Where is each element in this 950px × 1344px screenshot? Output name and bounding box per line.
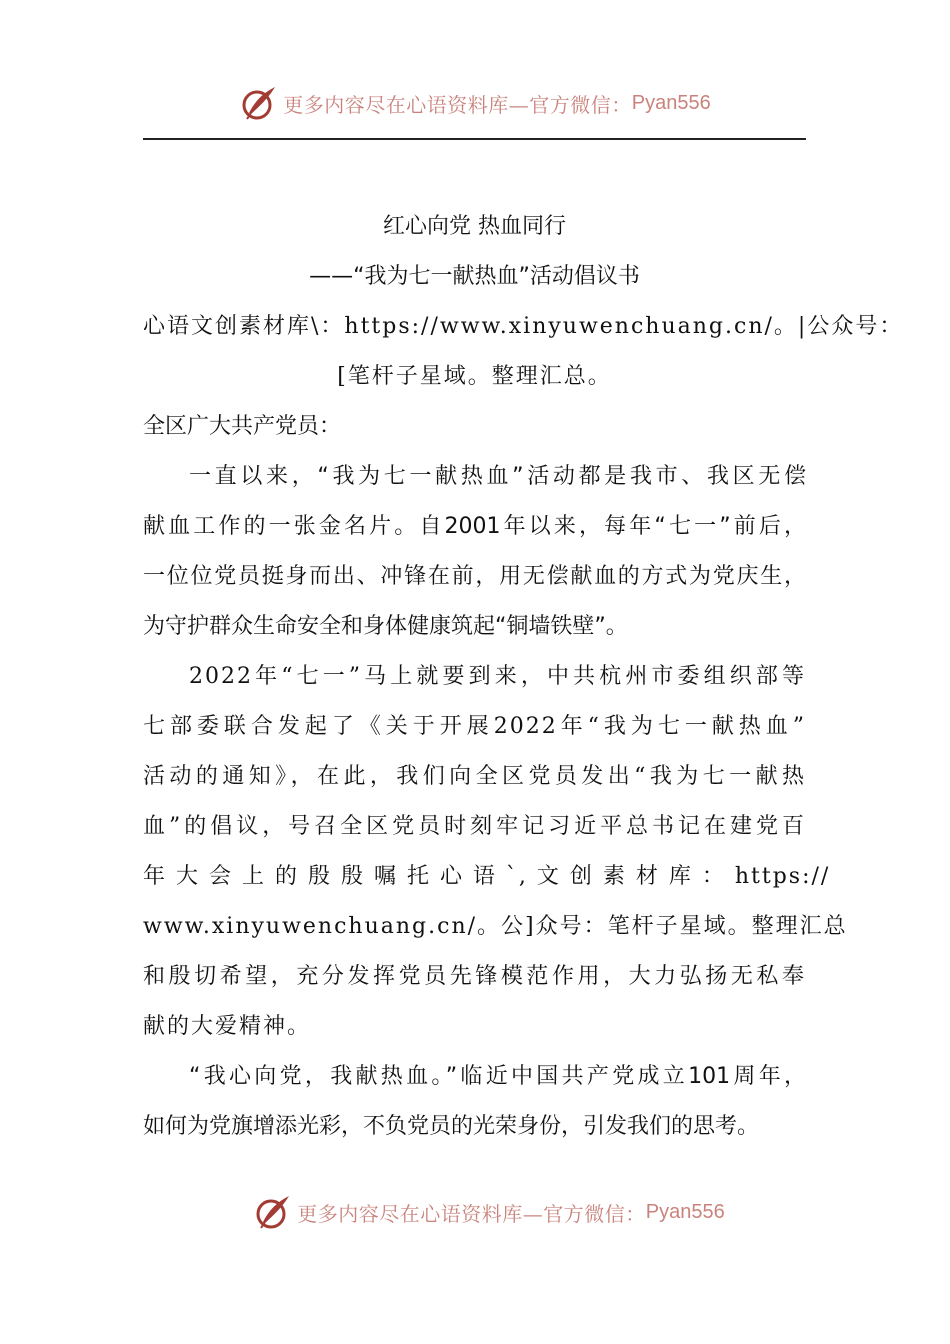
paragraph-1: [143, 452, 806, 652]
watermark-wechat-id: Pyan556: [645, 1200, 725, 1223]
paragraph-line: 如何为党旗增添光彩，不负党员的光荣身份，引发我们的思考。: [143, 1114, 760, 1139]
paragraph-line: 献血工作的一张金名片。自2001年以来，每年“七一”前后，: [143, 514, 806, 539]
paragraph-line: 年 大 会 上 的 殷 殷 嘱 托 心 语 `, 文 创 素 材 库 ： https://: [143, 864, 831, 889]
watermark-text: 更多内容尽在心语资料库—官方微信：: [297, 1201, 646, 1226]
document-body: [143, 202, 904, 1152]
salutation: 全区广大共产党员：: [143, 414, 342, 439]
paragraph-line: 为守护群众生命安全和身体健康筑起“铜墙铁壁”。: [143, 614, 628, 639]
paragraph-line: 活动的通知》，在此，我们向全区党员发出“我为七一献热: [143, 764, 806, 789]
paragraph-line: 七部委联合发起了《关于开展2022年“我为七一献热血”: [143, 714, 806, 739]
paragraph-2: [143, 652, 848, 1052]
paragraph-line: 献的大爱精神。: [143, 1014, 312, 1039]
source-line: [笔杆子星域。整理汇总。: [337, 364, 612, 389]
paragraph-line: www.xinyuwenchuang.cn/。公]众号：笔杆子星域。整理汇总: [143, 914, 848, 939]
document-subtitle: ——“我为七一献热血”活动倡议书: [309, 264, 640, 289]
header-divider: [143, 138, 806, 140]
watermark-text: 更多内容尽在心语资料库—官方微信：: [283, 92, 632, 117]
source-line: 心语文创素材库\：https://www.xinyuwenchuang.cn/。|公众号：: [143, 314, 904, 339]
watermark-banner-top: [0, 83, 950, 123]
paragraph-line: 2022年“七一”马上就要到来，中共杭州市委组织部等: [189, 664, 806, 689]
paragraph-line: “我心向党，我献热血。”临近中国共产党成立101周年，: [189, 1064, 806, 1089]
paragraph-line: 血”的倡议，号召全区党员时刻牢记习近平总书记在建党百: [143, 814, 806, 839]
paragraph-line: 一位位党员挺身而出、冲锋在前，用无偿献血的方式为党庆生，: [143, 564, 806, 589]
document-title: 红心向党 热血同行: [383, 214, 566, 239]
paragraph-line: 一直以来，“我为七一献热血”活动都是我市、我区无偿: [189, 464, 806, 489]
paragraph-3: [143, 1052, 806, 1152]
quill-logo-icon: [253, 1192, 293, 1232]
watermark-banner-bottom: [0, 1192, 950, 1232]
paragraph-line: 和殷切希望，充分发挥党员先锋模范作用，大力弘扬无私奉: [143, 964, 806, 989]
watermark-wechat-id: Pyan556: [631, 91, 711, 114]
quill-logo-icon: [239, 83, 279, 123]
